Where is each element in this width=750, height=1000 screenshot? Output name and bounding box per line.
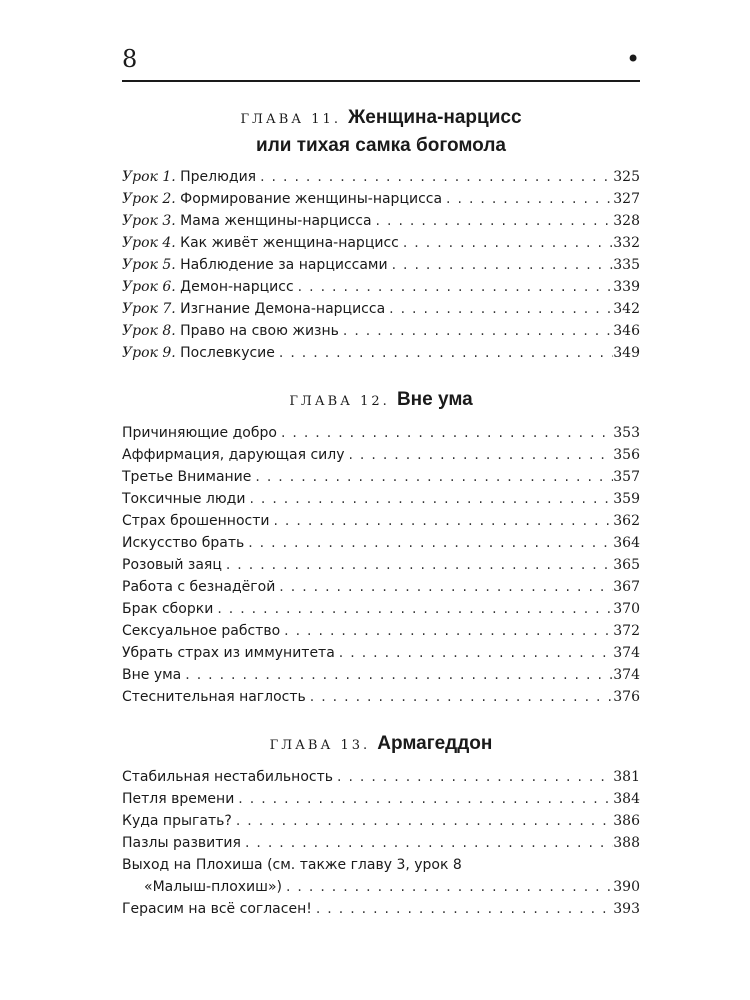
toc-entry-title: Страх брошенности bbox=[122, 513, 270, 529]
toc-entry[interactable] bbox=[122, 510, 640, 532]
toc-page-number: 356 bbox=[613, 447, 640, 463]
toc-entry[interactable] bbox=[122, 642, 640, 664]
toc-entry[interactable] bbox=[122, 444, 640, 466]
lesson-number: Урок 8. bbox=[122, 323, 176, 339]
toc-entry-title: Урок 9. Послевкусие bbox=[122, 345, 275, 361]
chapter-title: Женщина-нарцисс bbox=[348, 107, 522, 128]
toc-entry[interactable] bbox=[122, 788, 640, 810]
header-rule bbox=[122, 80, 640, 82]
lesson-number: Урок 1. bbox=[122, 169, 176, 185]
toc-page-number: 327 bbox=[613, 191, 640, 207]
dot-leader bbox=[442, 188, 613, 210]
chapter-title-line bbox=[122, 730, 640, 758]
toc-entry-title: Причиняющие добро bbox=[122, 425, 277, 441]
dot-leader bbox=[251, 466, 613, 488]
toc-entry-title: Урок 8. Право на свою жизнь bbox=[122, 323, 339, 339]
chapter-title-line bbox=[122, 386, 640, 414]
toc-entry-title: Урок 6. Демон-нарцисс bbox=[122, 279, 294, 295]
toc-entry[interactable] bbox=[122, 342, 640, 364]
toc-entry[interactable] bbox=[122, 554, 640, 576]
toc-page-number: 388 bbox=[613, 835, 640, 851]
chapter-heading bbox=[122, 104, 640, 160]
toc-entry-title: Урок 7. Изгнание Демона-нарцисса bbox=[122, 301, 386, 317]
chapter-title-line bbox=[122, 104, 640, 132]
toc-page-number: 386 bbox=[613, 813, 640, 829]
dot-leader bbox=[232, 810, 613, 832]
toc-entry[interactable] bbox=[122, 898, 640, 920]
toc-entry[interactable] bbox=[122, 276, 640, 298]
toc-entry[interactable] bbox=[122, 664, 640, 686]
chapter-heading bbox=[122, 730, 640, 758]
toc-page-number: 342 bbox=[613, 301, 640, 317]
toc-page-number: 374 bbox=[613, 645, 640, 661]
chapter-label: ГЛАВА 13. bbox=[269, 738, 378, 753]
toc-entry-title: Работа с безнадёгой bbox=[122, 579, 276, 595]
chapter-label: ГЛАВА 12. bbox=[289, 394, 397, 409]
toc-entry-title: Выход на Плохиша (см. также главу 3, урок 8 bbox=[122, 857, 462, 873]
dot-leader bbox=[256, 166, 613, 188]
toc-entry-title: Куда прыгать? bbox=[122, 813, 232, 829]
toc-entry-title: Урок 5. Наблюдение за нарциссами bbox=[122, 257, 388, 273]
dot-leader bbox=[275, 576, 613, 598]
dot-leader bbox=[245, 488, 613, 510]
toc-page-number: 349 bbox=[613, 345, 640, 361]
toc-entry[interactable] bbox=[122, 466, 640, 488]
toc-entry[interactable] bbox=[122, 810, 640, 832]
toc-entry[interactable] bbox=[122, 598, 640, 620]
toc-entry[interactable] bbox=[122, 188, 640, 210]
dot-leader bbox=[306, 686, 613, 708]
toc-entry-title: Урок 4. Как живёт женщина-нарцисс bbox=[122, 235, 399, 251]
toc-entry[interactable] bbox=[122, 232, 640, 254]
toc-page-number: 370 bbox=[613, 601, 640, 617]
toc-entry-title: Урок 3. Мама женщины-нарцисса bbox=[122, 213, 372, 229]
dot-leader bbox=[372, 210, 614, 232]
dot-leader bbox=[269, 510, 613, 532]
toc-entry-title: Вне ума bbox=[122, 667, 182, 683]
toc-entry[interactable] bbox=[122, 166, 640, 188]
toc-entry-title: Третье Внимание bbox=[122, 469, 252, 485]
lesson-number: Урок 5. bbox=[122, 257, 176, 273]
lesson-number: Урок 2. bbox=[122, 191, 176, 207]
toc-page-number: 328 bbox=[613, 213, 640, 229]
chapter-title: или тихая самка богомола bbox=[256, 135, 506, 156]
toc-entry[interactable] bbox=[122, 854, 640, 876]
dot-leader bbox=[234, 788, 613, 810]
dot-leader bbox=[222, 554, 613, 576]
dot-leader bbox=[275, 342, 613, 364]
lesson-number: Урок 3. bbox=[122, 213, 176, 229]
lesson-number: Урок 7. bbox=[122, 301, 176, 317]
dot-leader bbox=[181, 664, 613, 686]
chapter-title: Армагеддон bbox=[377, 733, 493, 754]
toc-entry-title: Аффирмация, дарующая силу bbox=[122, 447, 345, 463]
dot-leader bbox=[388, 254, 614, 276]
toc-page-number: 339 bbox=[613, 279, 640, 295]
toc-page-number: 393 bbox=[613, 901, 640, 917]
toc-entry-title: Брак сборки bbox=[122, 601, 214, 617]
dot-leader bbox=[294, 276, 614, 298]
toc-page-number: 357 bbox=[613, 469, 640, 485]
toc-entry[interactable] bbox=[122, 686, 640, 708]
dot-leader bbox=[399, 232, 613, 254]
toc-entry[interactable] bbox=[122, 298, 640, 320]
chapter-heading bbox=[122, 386, 640, 414]
dot-leader bbox=[333, 766, 613, 788]
dot-leader bbox=[385, 298, 613, 320]
dot-leader bbox=[335, 642, 613, 664]
toc-entry-title: Искусство брать bbox=[122, 535, 245, 551]
toc-entry[interactable] bbox=[122, 320, 640, 342]
toc-page-number: 372 bbox=[613, 623, 640, 639]
toc-entry[interactable] bbox=[122, 832, 640, 854]
toc-entry[interactable] bbox=[122, 576, 640, 598]
dot-leader bbox=[213, 598, 613, 620]
toc-page-number: 365 bbox=[613, 557, 640, 573]
toc-page-number: 364 bbox=[613, 535, 640, 551]
toc-entry-title: Урок 2. Формирование женщины-нарцисса bbox=[122, 191, 443, 207]
chapter-entries bbox=[122, 766, 640, 920]
toc-entry[interactable] bbox=[122, 620, 640, 642]
dot-leader bbox=[277, 422, 613, 444]
toc-page-number: 384 bbox=[613, 791, 640, 807]
dot-leader bbox=[280, 620, 613, 642]
toc-entry-title: Розовый заяц bbox=[122, 557, 222, 573]
page-marker: • bbox=[626, 45, 641, 73]
toc-entry-title: «Малыш-плохиш») bbox=[144, 879, 282, 895]
toc-entry[interactable] bbox=[122, 532, 640, 554]
lesson-number: Урок 4. bbox=[122, 235, 176, 251]
toc-page-number: 376 bbox=[613, 689, 640, 705]
dot-leader bbox=[241, 832, 613, 854]
dot-leader bbox=[344, 444, 613, 466]
toc-page-number: 325 bbox=[613, 169, 640, 185]
toc-page-number: 359 bbox=[613, 491, 640, 507]
chapter-title: Вне ума bbox=[396, 389, 473, 410]
toc-entry-title: Сексуальное рабство bbox=[122, 623, 281, 639]
dot-leader bbox=[282, 876, 613, 898]
lesson-number: Урок 6. bbox=[122, 279, 176, 295]
dot-leader bbox=[312, 898, 613, 920]
toc-entry[interactable] bbox=[122, 488, 640, 510]
toc-page-number: 335 bbox=[613, 257, 640, 273]
dot-leader bbox=[339, 320, 613, 342]
dot-leader bbox=[244, 532, 613, 554]
toc-entry[interactable] bbox=[122, 210, 640, 232]
toc-page-number: 362 bbox=[613, 513, 640, 529]
chapter-entries bbox=[122, 166, 640, 364]
toc-entry[interactable] bbox=[122, 766, 640, 788]
toc-entry-title: Стеснительная наглость bbox=[122, 689, 306, 705]
toc-entry-title: Стабильная нестабильность bbox=[122, 769, 333, 785]
toc-page-number: 374 bbox=[613, 667, 640, 683]
toc-entry-title: Герасим на всё согласен! bbox=[122, 901, 312, 917]
toc-entry-title: Пазлы развития bbox=[122, 835, 241, 851]
toc-page-number: 390 bbox=[613, 879, 640, 895]
chapter-entries bbox=[122, 422, 640, 708]
toc-entry[interactable] bbox=[122, 876, 640, 898]
toc-entry-title: Токсичные люди bbox=[122, 491, 246, 507]
toc-page-number: 332 bbox=[613, 235, 640, 251]
toc-page-number: 346 bbox=[613, 323, 640, 339]
toc-entry-title: Урок 1. Прелюдия bbox=[122, 169, 257, 185]
toc-entry[interactable] bbox=[122, 422, 640, 444]
chapter-label: ГЛАВА 11. bbox=[240, 112, 349, 127]
toc-page-number: 367 bbox=[613, 579, 640, 595]
toc-entry[interactable] bbox=[122, 254, 640, 276]
chapter-title-line bbox=[122, 132, 640, 160]
toc-page-number: 353 bbox=[613, 425, 640, 441]
lesson-number: Урок 9. bbox=[122, 345, 176, 361]
toc-page-number: 381 bbox=[613, 769, 640, 785]
page-number: 8 bbox=[122, 45, 138, 73]
toc-entry-title: Петля времени bbox=[122, 791, 235, 807]
toc-entry-title: Убрать страх из иммунитета bbox=[122, 645, 335, 661]
